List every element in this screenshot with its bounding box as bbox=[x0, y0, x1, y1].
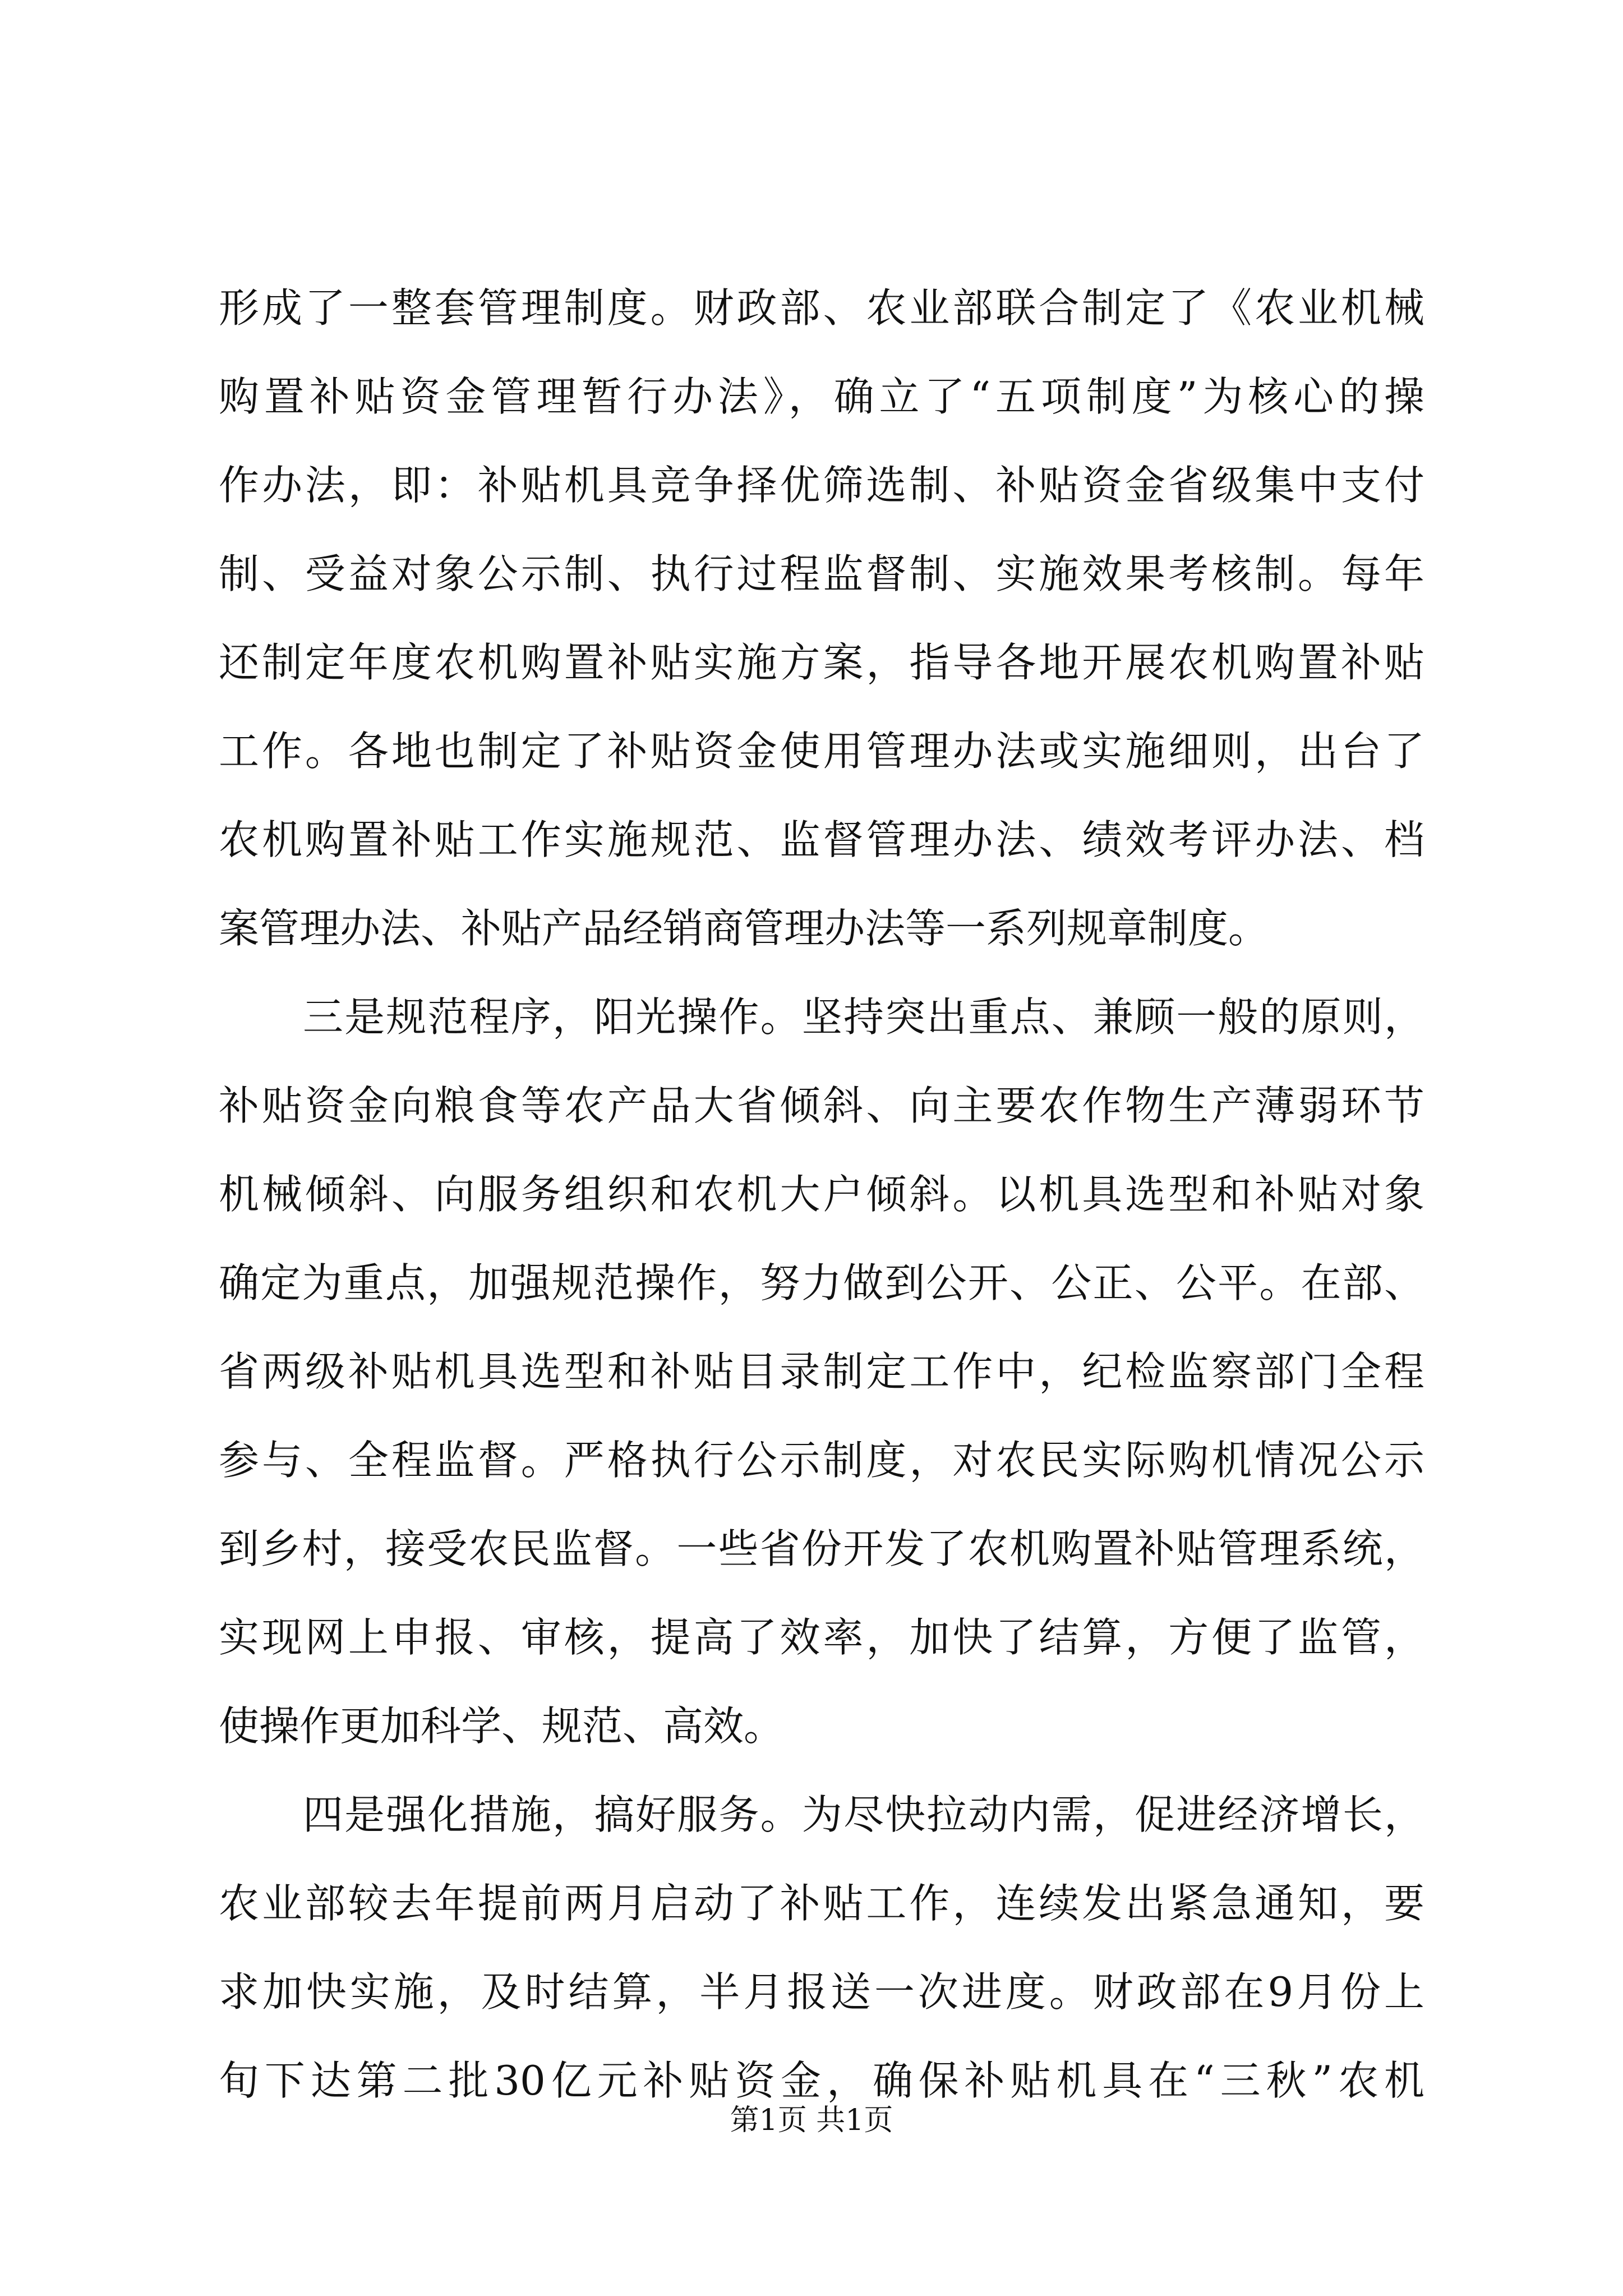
text-line: 形成了一整套管理制度。财政部、农业部联合制定了《农业机械 bbox=[219, 284, 1424, 332]
text-line: 作办法，即：补贴机具竞争择优筛选制、补贴资金省级集中支付 bbox=[219, 462, 1424, 509]
text-line: 农机购置补贴工作实施规范、监督管理办法、绩效考评办法、档 bbox=[219, 816, 1424, 863]
text-line: 四是强化措施，搞好服务。为尽快拉动内需，促进经济增长， bbox=[303, 1791, 1424, 1838]
text-line: 到乡村，接受农民监督。一些省份开发了农机购置补贴管理系统， bbox=[219, 1525, 1424, 1572]
document-body bbox=[219, 264, 1424, 2125]
text-line: 使操作更加科学、规范、高效。 bbox=[219, 1703, 785, 1750]
text-line: 三是规范程序，阳光操作。坚持突出重点、兼顾一般的原则， bbox=[303, 993, 1424, 1041]
paragraph-management-system bbox=[219, 264, 1424, 973]
text-line: 机械倾斜、向服务组织和农机大户倾斜。以机具选型和补贴对象 bbox=[219, 1171, 1424, 1218]
paragraph-strengthen-measures bbox=[219, 1770, 1424, 2125]
text-line: 制、受益对象公示制、执行过程监督制、实施效果考核制。每年 bbox=[219, 550, 1424, 597]
text-line: 求加快实施，及时结算，半月报送一次进度。财政部在9月份上 bbox=[219, 1968, 1424, 2016]
text-line: 确定为重点，加强规范操作，努力做到公开、公正、公平。在部、 bbox=[219, 1259, 1424, 1306]
paragraph-standardize-procedure bbox=[219, 973, 1424, 1770]
text-line: 农业部较去年提前两月启动了补贴工作，连续发出紧急通知，要 bbox=[219, 1880, 1424, 1927]
text-line: 购置补贴资金管理暂行办法》，确立了“五项制度”为核心的操 bbox=[219, 373, 1424, 420]
text-line: 旬下达第二批30亿元补贴资金，确保补贴机具在“三秋”农机 bbox=[219, 2057, 1424, 2104]
text-line: 还制定年度农机购置补贴实施方案，指导各地开展农机购置补贴 bbox=[219, 639, 1424, 686]
text-line: 实现网上申报、审核，提高了效率，加快了结算，方便了监管， bbox=[219, 1614, 1424, 1661]
page-footer: 第1页 共1页 bbox=[730, 2104, 893, 2137]
text-line: 补贴资金向粮食等农产品大省倾斜、向主要农作物生产薄弱环节 bbox=[219, 1082, 1424, 1129]
text-line: 省两级补贴机具选型和补贴目录制定工作中，纪检监察部门全程 bbox=[219, 1348, 1424, 1395]
text-line: 案管理办法、补贴产品经销商管理办法等一系列规章制度。 bbox=[219, 905, 1269, 952]
text-line: 参与、全程监督。严格执行公示制度，对农民实际购机情况公示 bbox=[219, 1437, 1424, 1484]
text-line: 工作。各地也制定了补贴资金使用管理办法或实施细则，出台了 bbox=[219, 728, 1424, 775]
